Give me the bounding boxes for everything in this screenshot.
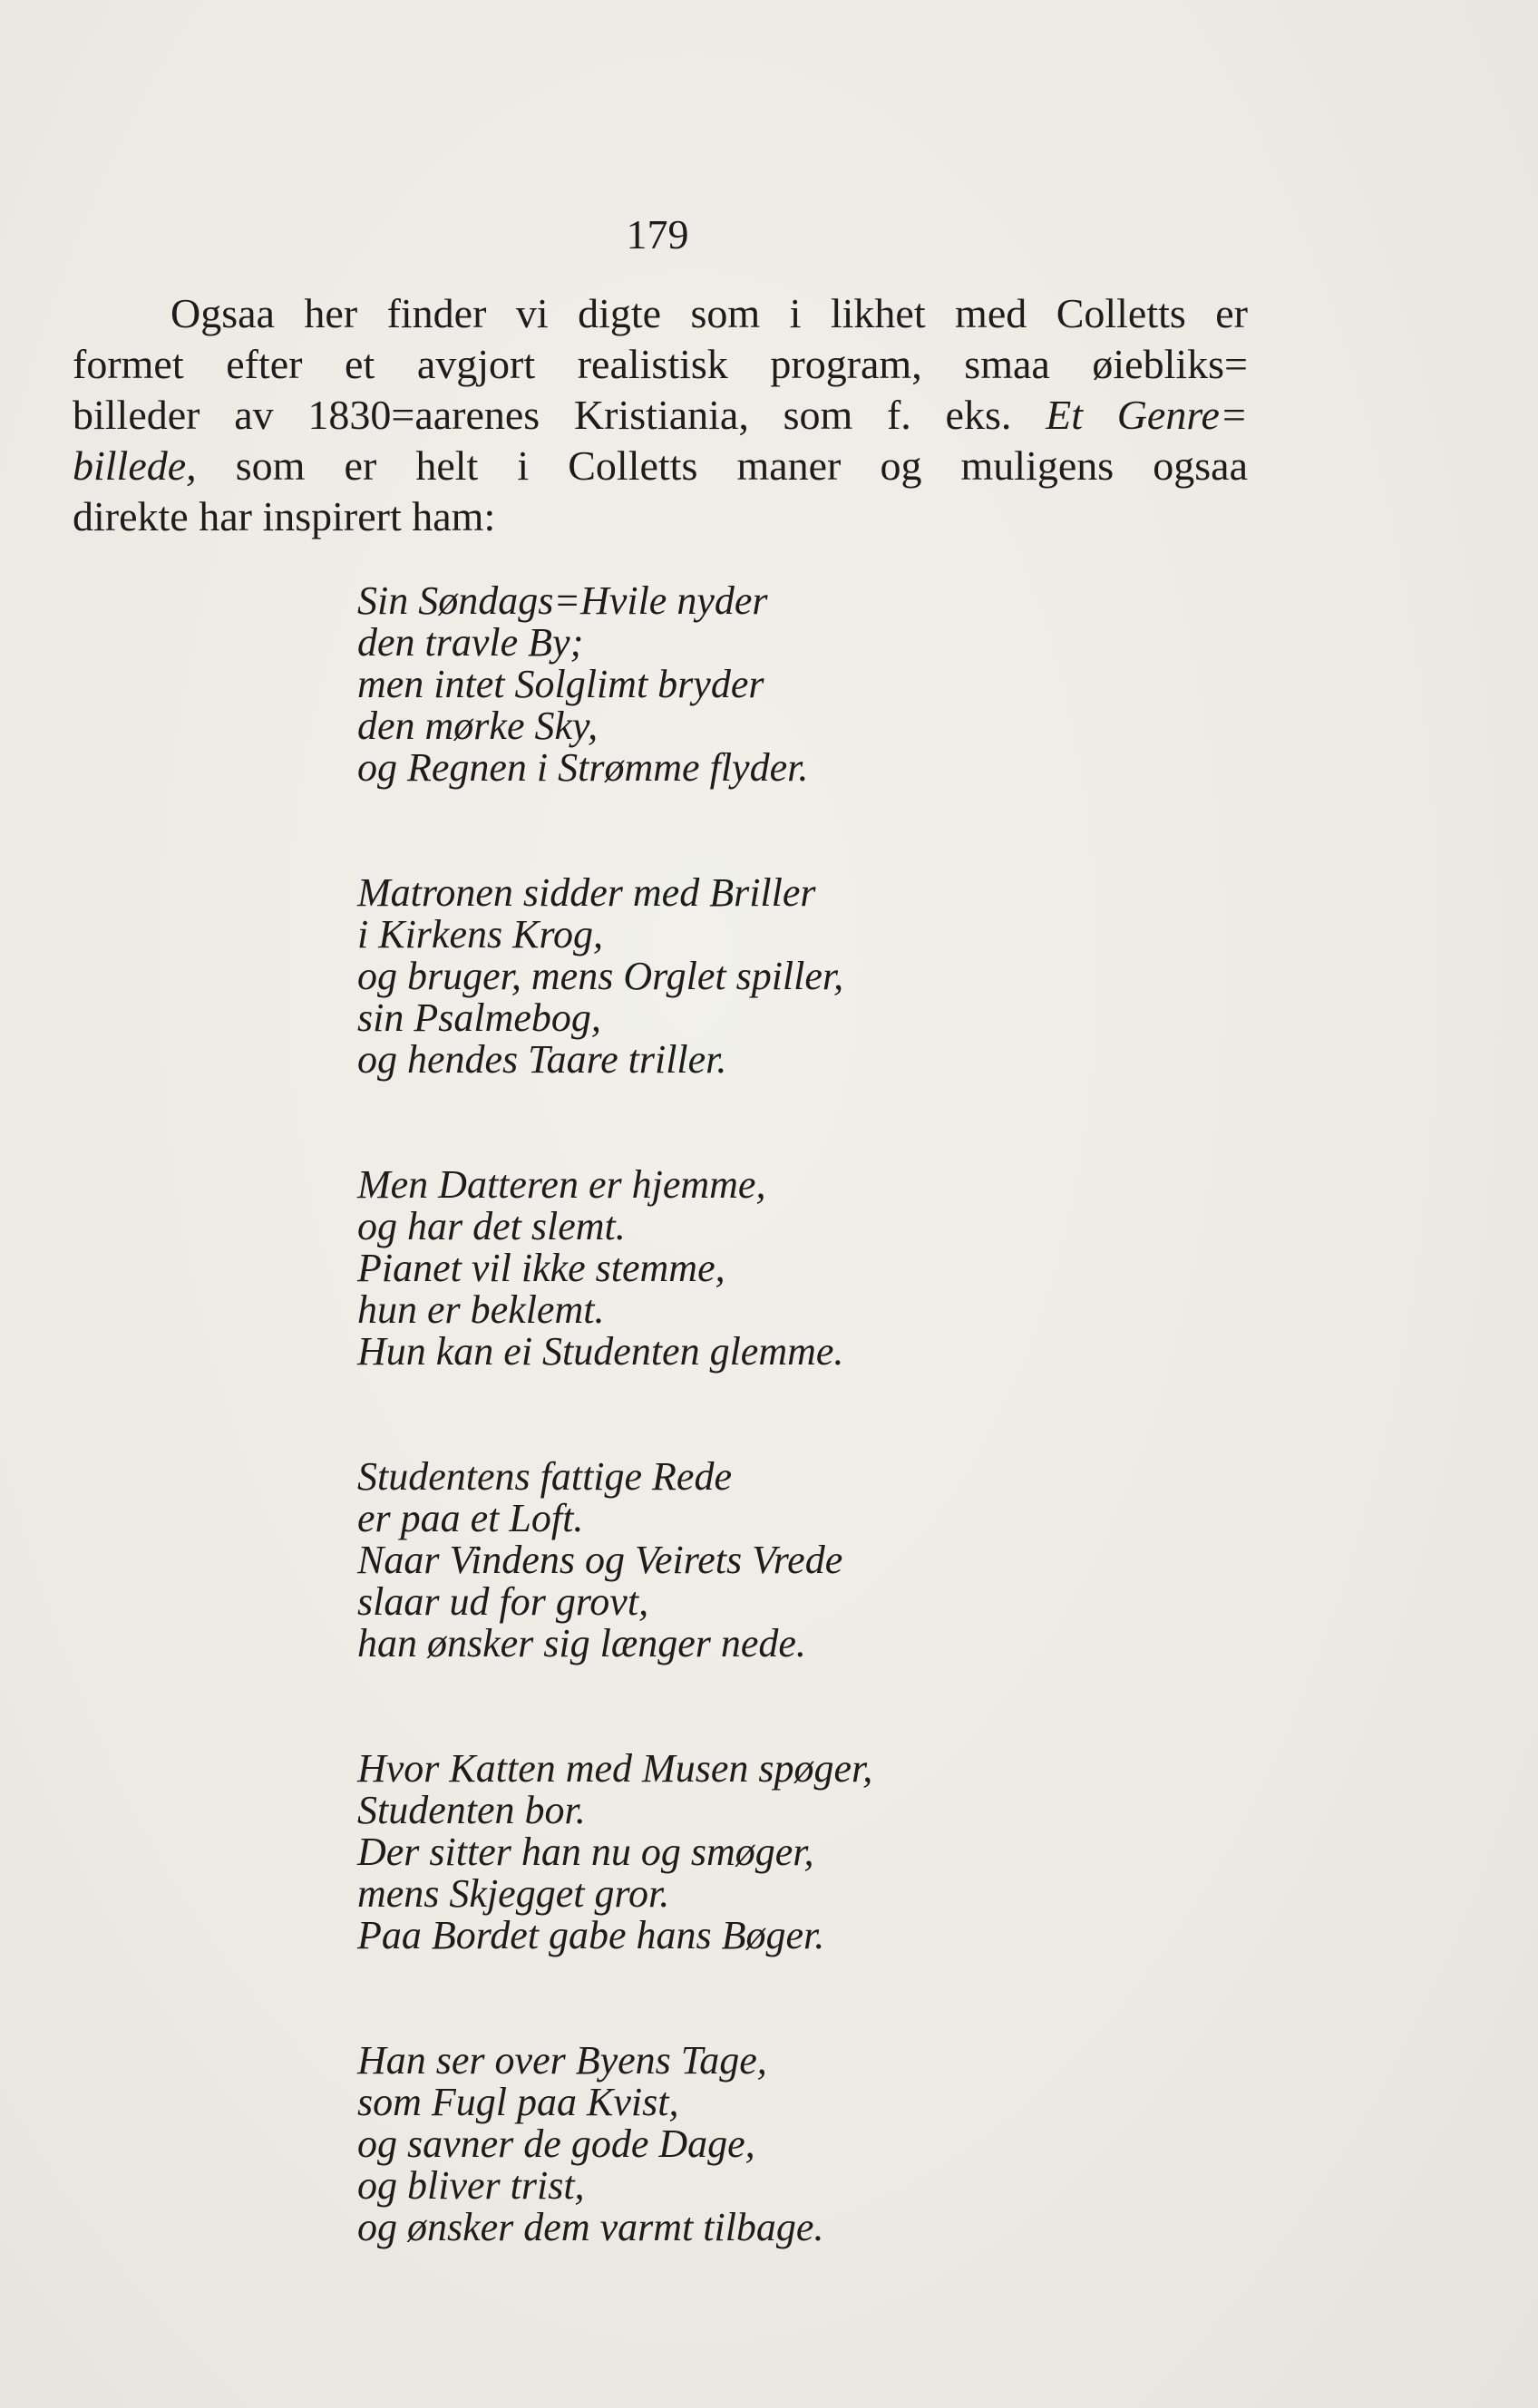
poem-verse: og bliver trist, (357, 2163, 585, 2208)
poem-verse: og savner de gode Dage, (357, 2122, 755, 2166)
intro-line-1: Ogsaa her finder vi digte som i likhet med Colletts er (170, 290, 1248, 336)
intro-line-4 (73, 441, 1248, 491)
poem-stanza (357, 1456, 872, 1665)
poem-verse: er paa et Loft. (357, 1496, 584, 1540)
poem-verse: Studenten bor. (357, 1788, 586, 1832)
intro-line-5: direkte har inspirert ham: (73, 493, 496, 539)
poem-stanza (357, 1748, 872, 1956)
poem-verse: Pianet vil ikke stemme, (357, 1246, 725, 1290)
poem-stanza (357, 580, 872, 789)
poem-verse: Han ser over Byens Tage, (357, 2038, 767, 2083)
intro-line-4-text: som er helt i Colletts maner og muligens ogsaa (196, 442, 1248, 489)
poem-verse: Der sitter han nu og smøger, (357, 1830, 814, 1874)
poem-stanza (357, 1164, 872, 1373)
poem-verse: den mørke Sky, (357, 704, 599, 748)
poem-verse: Hun kan ei Studenten glemme. (357, 1329, 844, 1374)
poem-verse: og ønsker dem varmt tilbage. (357, 2205, 824, 2249)
poem-verse: og bruger, mens Orglet spiller, (357, 954, 844, 998)
intro-line-3 (73, 390, 1248, 441)
poem-verse: som Fugl paa Kvist, (357, 2080, 679, 2124)
poem-verse: slaar ud for grovt, (357, 1579, 649, 1624)
intro-paragraph (73, 288, 1248, 542)
poem-verse: og Regnen i Strømme flyder. (357, 745, 809, 790)
poem-title-part-2: billede, (73, 442, 197, 489)
poem-verse: han ønsker sig længer nede. (357, 1621, 806, 1665)
poem-verse: Studentens fattige Rede (357, 1454, 732, 1499)
poem-stanza (357, 2040, 872, 2248)
page-number: 179 (626, 211, 689, 257)
poem-verse: Naar Vindens og Veirets Vrede (357, 1538, 843, 1582)
poem-verse: og har det slemt. (357, 1204, 626, 1248)
poem-title-part-1: Et Genre= (1046, 392, 1248, 438)
poem-verse: mens Skjegget gror. (357, 1871, 670, 1916)
poem-verse: Matronen sidder med Briller (357, 870, 816, 915)
poem-stanza (357, 872, 872, 1081)
poem-verse: hun er beklemt. (357, 1287, 605, 1332)
poem-verse: Paa Bordet gabe hans Bøger. (357, 1913, 825, 1957)
poem-verse: Men Datteren er hjemme, (357, 1162, 766, 1207)
intro-line-2: formet efter et avgjort realistisk program, smaa øiebliks= (73, 341, 1248, 387)
poem-verse: Hvor Katten med Musen spøger, (357, 1746, 873, 1791)
poem-verse: den travle By; (357, 620, 584, 665)
poem-verse: Sin Søndags=Hvile nyder (357, 578, 768, 623)
poem-verse: i Kirkens Krog, (357, 912, 603, 956)
poem-verse: sin Psalmebog, (357, 995, 601, 1040)
intro-line-3-text: billeder av 1830=aarenes Kristiania, som f. eks. (73, 392, 1046, 438)
poem-verse: men intet Solglimt bryder (357, 662, 764, 706)
poem-verse: og hendes Taare triller. (357, 1037, 727, 1082)
poem (357, 580, 872, 2332)
